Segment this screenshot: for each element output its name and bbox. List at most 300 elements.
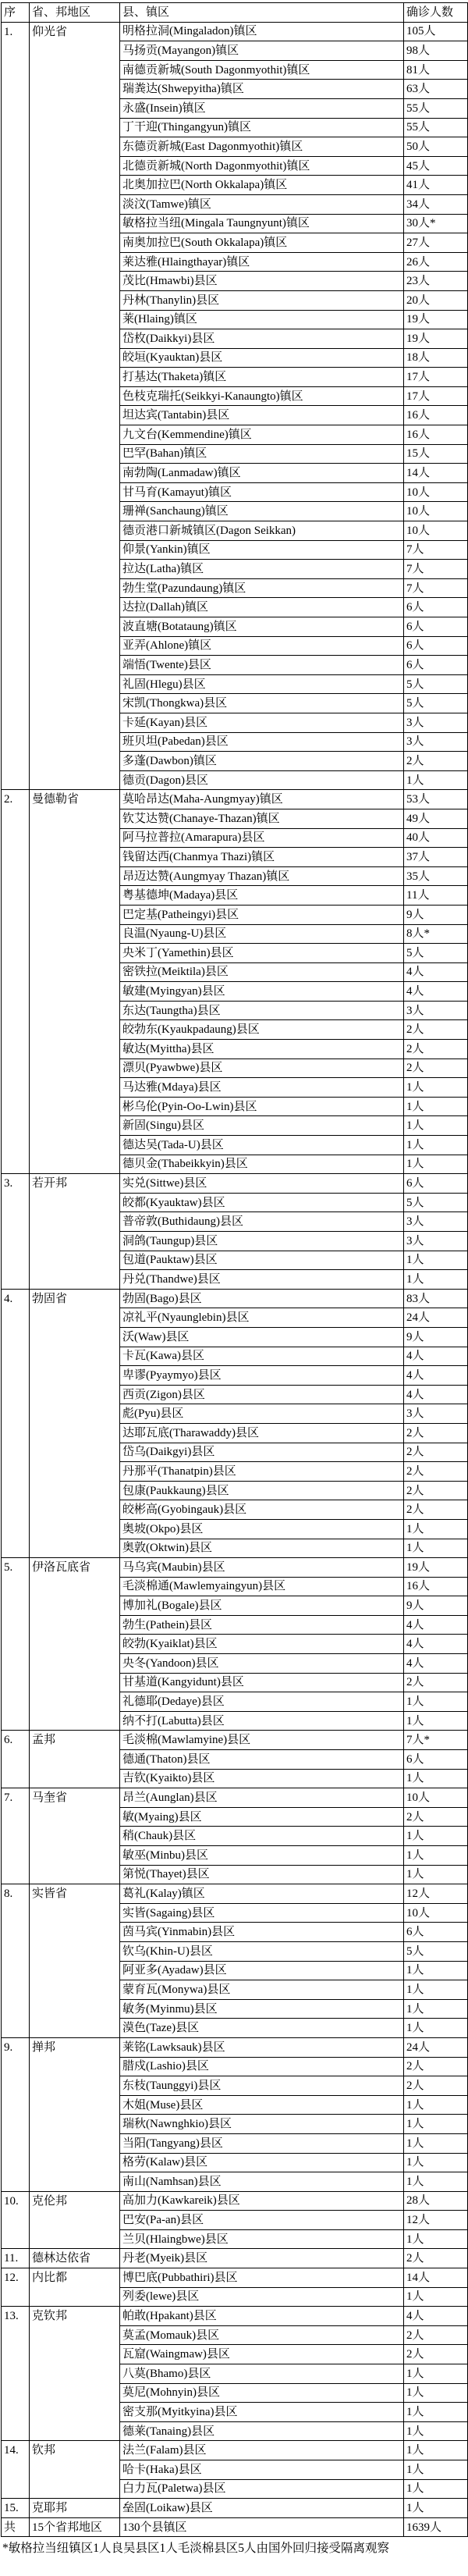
township-cell: 丹那平(Thanatpin)县区 [120, 1462, 404, 1482]
cases-cell: 4人 [404, 2307, 468, 2326]
cases-cell: 4人 [404, 1635, 468, 1654]
township-cell: 央米丁(Yamethin)县区 [120, 944, 404, 963]
township-cell: 毛淡棉(Mawlamyine)县区 [120, 1731, 404, 1750]
cases-cell: 81人 [404, 60, 468, 80]
township-cell: 包康(Paukkaung)县区 [120, 1481, 404, 1500]
township-cell: 南勃陶(Lanmadaw)镇区 [120, 464, 404, 483]
cases-cell: 1人 [404, 1136, 468, 1155]
cases-cell: 7人* [404, 1731, 468, 1750]
township-cell: 高加力(Kawkareik)县区 [120, 2191, 404, 2211]
township-cell: 八莫(Bhamo)县区 [120, 2364, 404, 2384]
cases-cell: 4人 [404, 1366, 468, 1386]
township-cell: 东枝(Taunggyi)县区 [120, 2076, 404, 2096]
cases-cell: 1人 [404, 1980, 468, 2000]
township-cell: 礼固(Hlegu)县区 [120, 674, 404, 694]
township-cell: 莫孟(Momauk)县区 [120, 2325, 404, 2345]
township-cell: 淡汶(Tamwe)镇区 [120, 194, 404, 214]
township-cell: 端悟(Twente)县区 [120, 656, 404, 675]
cases-cell: 19人 [404, 1558, 468, 1578]
cases-cell: 1人 [404, 2460, 468, 2480]
township-cell: 瓦窟(Waingmaw)县区 [120, 2345, 404, 2364]
cases-cell: 1人 [404, 2403, 468, 2422]
region-cell: 德林达依省 [30, 2249, 120, 2268]
cases-cell: 1人 [404, 2172, 468, 2192]
township-cell: 珊禅(Sanchaung)镇区 [120, 502, 404, 521]
township-cell: 茂比(Hmawbi)县区 [120, 272, 404, 291]
seq-cell: 6. [2, 1731, 30, 1788]
cases-cell: 1人 [404, 1539, 468, 1558]
cases-cell: 6人 [404, 1750, 468, 1770]
header-row [2, 3, 468, 23]
region-cell: 若开邦 [30, 1174, 120, 1290]
township-cell: 实皆(Sagaing)县区 [120, 1903, 404, 1923]
cases-cell: 5人 [404, 694, 468, 713]
township-cell: 莱达雅(Hlaingthayar)镇区 [120, 252, 404, 272]
township-cell: 多蓬(Dawbon)镇区 [120, 752, 404, 771]
cases-cell: 2人 [404, 2249, 468, 2268]
cases-cell: 11人 [404, 886, 468, 906]
township-cell: 莫哈昂达(Maha-Aungmyay)镇区 [120, 790, 404, 809]
cases-cell: 9人 [404, 905, 468, 924]
township-cell: 兰贝(Hlaingbwe)县区 [120, 2229, 404, 2249]
township-cell: 莫尼(Mohnyin)县区 [120, 2383, 404, 2403]
region-cell: 曼德勒省 [30, 790, 120, 1174]
township-cell: 彪(Pyu)县区 [120, 1404, 404, 1424]
table-row [2, 1289, 468, 1308]
township-cell: 西贡(Zigon)县区 [120, 1385, 404, 1404]
seq-cell: 10. [2, 2191, 30, 2249]
township-cell: 葛礼(Kalay)镇区 [120, 1884, 404, 1904]
total-townships: 130个县镇区 [120, 2517, 404, 2537]
region-cell: 孟邦 [30, 1731, 120, 1788]
township-cell: 东达(Taungtha)县区 [120, 1001, 404, 1020]
total-label: 共 [2, 2517, 30, 2537]
township-cell: 奥坡(Okpo)县区 [120, 1519, 404, 1539]
region-cell: 钦邦 [30, 2441, 120, 2499]
cases-cell: 6人 [404, 656, 468, 675]
cases-cell: 50人 [404, 137, 468, 157]
township-cell: 纳不打(Labutta)县区 [120, 1711, 404, 1731]
cases-cell: 7人 [404, 540, 468, 560]
township-cell: 稍(Chauk)县区 [120, 1827, 404, 1846]
cases-cell: 2人 [404, 1443, 468, 1462]
cases-cell: 2人 [404, 2325, 468, 2345]
township-cell: 南山(Namhsan)县区 [120, 2172, 404, 2192]
township-cell: 白力瓦(Paletwa)县区 [120, 2479, 404, 2499]
cases-cell: 28人 [404, 2191, 468, 2211]
township-cell: 博加礼(Bogale)县区 [120, 1596, 404, 1616]
cases-cell: 1人 [404, 2095, 468, 2115]
cases-cell: 17人 [404, 368, 468, 387]
cases-cell: 1人 [404, 2115, 468, 2134]
cases-cell: 1人 [404, 1692, 468, 1712]
cases-cell: 63人 [404, 80, 468, 99]
table-row [2, 1731, 468, 1750]
township-cell: 茵马宾(Yinmabin)县区 [120, 1923, 404, 1942]
table-row [2, 22, 468, 41]
cases-cell: 1人 [404, 770, 468, 790]
township-cell: 敏巫(Minbu)县区 [120, 1846, 404, 1866]
cases-cell: 40人 [404, 828, 468, 848]
cases-cell: 10人 [404, 1903, 468, 1923]
township-cell: 阿马拉普拉(Amarapura)县区 [120, 828, 404, 848]
township-cell: 岱枚(Daikkyi)县区 [120, 329, 404, 349]
township-cell: 德通(Thaton)县区 [120, 1750, 404, 1770]
cases-cell: 41人 [404, 176, 468, 195]
township-cell: 达拉(Dallah)镇区 [120, 598, 404, 617]
cases-cell: 1人 [404, 2441, 468, 2460]
cases-cell: 1人 [404, 2287, 468, 2307]
township-cell: 九文台(Kemmendine)镇区 [120, 425, 404, 445]
township-cell: 马扬贡(Mayangon)镇区 [120, 41, 404, 61]
township-cell: 皎彬高(Gyobingauk)县区 [120, 1500, 404, 1520]
township-cell: 瑞粪达(Shwepyitha)镇区 [120, 80, 404, 99]
cases-cell: 10人 [404, 482, 468, 502]
cases-cell: 19人 [404, 329, 468, 349]
cases-cell: 3人 [404, 1232, 468, 1251]
cases-cell: 2人 [404, 1059, 468, 1078]
cases-cell: 1人 [404, 2383, 468, 2403]
table-body [2, 22, 468, 2517]
township-cell: 班贝坦(Pabedan)县区 [120, 732, 404, 752]
cases-cell: 6人 [404, 1174, 468, 1194]
cases-cell: 2人 [404, 1481, 468, 1500]
cases-cell: 19人 [404, 310, 468, 329]
seq-cell: 4. [2, 1289, 30, 1557]
seq-cell: 13. [2, 2307, 30, 2441]
header-seq: 序 [2, 3, 30, 23]
cases-cell: 1人 [404, 1865, 468, 1884]
table-row [2, 1174, 468, 1194]
region-cell: 掸邦 [30, 2037, 120, 2191]
table-row [2, 2249, 468, 2268]
township-cell: 北德贡新城(North Dagonmyothit)镇区 [120, 156, 404, 176]
region-cell: 实皆省 [30, 1884, 120, 2038]
cases-cell: 6人 [404, 1923, 468, 1942]
cases-cell: 1人 [404, 1116, 468, 1136]
township-cell: 昂迈达赞(Aungmyay Thazan)镇区 [120, 866, 404, 886]
township-cell: 丁干迎(Thingangyun)镇区 [120, 118, 404, 137]
seq-cell: 7. [2, 1788, 30, 1884]
township-cell: 甘基道(Kangyidunt)县区 [120, 1673, 404, 1692]
cases-cell: 4人 [404, 1385, 468, 1404]
township-cell: 德达吴(Tada-U)县区 [120, 1136, 404, 1155]
header-region: 省、邦地区 [30, 3, 120, 23]
cases-cell: 1人 [404, 1155, 468, 1174]
cases-cell: 4人 [404, 1654, 468, 1674]
township-cell: 第悦(Thayet)县区 [120, 1865, 404, 1884]
township-cell: 央冬(Yandoon)县区 [120, 1654, 404, 1674]
cases-cell: 15人 [404, 444, 468, 464]
township-cell: 钱留达西(Chanmya Thazi)镇区 [120, 848, 404, 867]
township-cell: 德贝金(Thabeikkyin)县区 [120, 1155, 404, 1174]
cases-cell: 3人 [404, 732, 468, 752]
table-row [2, 2307, 468, 2326]
township-cell: 良温(Nyaung-U)县区 [120, 924, 404, 944]
cases-cell: 24人 [404, 1308, 468, 1328]
township-cell: 洞鸽(Taungup)县区 [120, 1232, 404, 1251]
cases-cell: 24人 [404, 2037, 468, 2057]
township-cell: 粤基德坤(Madaya)县区 [120, 886, 404, 906]
township-cell: 南德贡新城(South Dagonmyothit)镇区 [120, 60, 404, 80]
seq-cell: 5. [2, 1558, 30, 1731]
cases-cell: 1人 [404, 1270, 468, 1290]
table-row [2, 2441, 468, 2460]
township-cell: 宋凯(Thongkwa)县区 [120, 694, 404, 713]
cases-cell: 2人 [404, 1020, 468, 1040]
seq-cell: 11. [2, 2249, 30, 2268]
township-cell: 德贡港口新城镇区(Dagon Seikkan) [120, 521, 404, 541]
township-cell: 蒙育瓦(Monywa)县区 [120, 1980, 404, 2000]
cases-cell: 10人 [404, 1788, 468, 1808]
region-cell: 仰光省 [30, 22, 120, 790]
cases-cell: 1人 [404, 1711, 468, 1731]
township-cell: 阿亚多(Ayadaw)县区 [120, 1961, 404, 1980]
cases-cell: 8人* [404, 924, 468, 944]
cases-cell: 27人 [404, 233, 468, 253]
region-cell: 马奎省 [30, 1788, 120, 1884]
region-cell: 内比都 [30, 2268, 120, 2307]
cases-cell: 5人 [404, 674, 468, 694]
cases-cell: 1人 [404, 2499, 468, 2518]
cases-cell: 55人 [404, 98, 468, 118]
cases-cell: 1人 [404, 2479, 468, 2499]
cases-cell: 2人 [404, 1423, 468, 1443]
cases-cell: 1人 [404, 1097, 468, 1116]
township-cell: 昂兰(Aunglan)县区 [120, 1788, 404, 1808]
cases-cell: 4人 [404, 982, 468, 1002]
township-cell: 沃(Waw)县区 [120, 1327, 404, 1347]
township-cell: 密铁拉(Meiktila)县区 [120, 962, 404, 982]
township-cell: 丹兑(Thandwe)县区 [120, 1270, 404, 1290]
township-cell: 帕敢(Hpakant)县区 [120, 2307, 404, 2326]
cases-cell: 98人 [404, 41, 468, 61]
cases-cell: 5人 [404, 1941, 468, 1961]
cases-cell: 6人 [404, 636, 468, 656]
township-cell: 哈卡(Haka)县区 [120, 2460, 404, 2480]
cases-cell: 3人 [404, 1404, 468, 1424]
township-cell: 漂贝(Pyawbwe)县区 [120, 1059, 404, 1078]
cases-cell: 35人 [404, 866, 468, 886]
cases-cell: 2人 [404, 2076, 468, 2096]
township-cell: 达耶瓦底(Tharawaddy)县区 [120, 1423, 404, 1443]
cases-cell: 1人 [404, 1961, 468, 1980]
township-cell: 德贡(Dagon)县区 [120, 770, 404, 790]
township-cell: 明格拉洞(Mingaladon)镇区 [120, 22, 404, 41]
cases-cell: 16人 [404, 1577, 468, 1596]
region-cell: 伊洛瓦底省 [30, 1558, 120, 1731]
seq-cell: 8. [2, 1884, 30, 2038]
cases-cell: 2人 [404, 1040, 468, 1059]
table-row [2, 2037, 468, 2057]
cases-cell: 3人 [404, 713, 468, 732]
cases-cell: 2人 [404, 2345, 468, 2364]
cases-cell: 49人 [404, 809, 468, 828]
cases-cell: 6人 [404, 598, 468, 617]
cases-cell: 1人 [404, 1769, 468, 1788]
cases-cell: 7人 [404, 578, 468, 598]
cases-cell: 1人 [404, 2421, 468, 2441]
township-cell: 敏格拉当纽(Mingala Taungnyunt)镇区 [120, 214, 404, 233]
township-cell: 南奥加拉巴(South Okkalapa)镇区 [120, 233, 404, 253]
table-row [2, 790, 468, 809]
cases-cell: 20人 [404, 290, 468, 310]
township-cell: 密支那(Myitkyina)县区 [120, 2403, 404, 2422]
township-cell: 马乌宾(Maubin)县区 [120, 1558, 404, 1578]
township-cell: 当阳(Tangyang)县区 [120, 2133, 404, 2153]
cases-cell: 1人 [404, 1999, 468, 2019]
township-cell: 礼德耶(Dedaye)县区 [120, 1692, 404, 1712]
confirmed-cases-table [1, 2, 468, 2537]
township-cell: 普帝敦(Buthidaung)县区 [120, 1212, 404, 1232]
cases-cell: 4人 [404, 962, 468, 982]
cases-cell: 9人 [404, 1596, 468, 1616]
township-cell: 勃固(Bago)县区 [120, 1289, 404, 1308]
township-cell: 莱铭(Lawksauk)县区 [120, 2037, 404, 2057]
seq-cell: 12. [2, 2268, 30, 2307]
seq-cell: 2. [2, 790, 30, 1174]
township-cell: 毛淡棉通(Mawlemyaingyun)县区 [120, 1577, 404, 1596]
cases-cell: 1人 [404, 1827, 468, 1846]
cases-cell: 12人 [404, 2211, 468, 2230]
township-cell: 列委(lewe)县区 [120, 2287, 404, 2307]
township-cell: 仰景(Yankin)镇区 [120, 540, 404, 560]
cases-cell: 83人 [404, 1289, 468, 1308]
table-row [2, 1884, 468, 1904]
township-cell: 钦乌(Khin-U)县区 [120, 1941, 404, 1961]
total-row [2, 2517, 468, 2537]
township-cell: 敏建(Myingyan)县区 [120, 982, 404, 1002]
cases-cell: 2人 [404, 1807, 468, 1827]
table-row [2, 2268, 468, 2288]
header-township: 县、镇区 [120, 3, 404, 23]
region-cell: 勃固省 [30, 1289, 120, 1557]
township-cell: 敏务(Myinmu)县区 [120, 1999, 404, 2019]
township-cell: 瑞秋(Nawnghkio)县区 [120, 2115, 404, 2134]
township-cell: 卑谬(Pyaymyo)县区 [120, 1366, 404, 1386]
township-cell: 卡瓦(Kawa)县区 [120, 1347, 404, 1366]
header-cases: 确诊人数 [404, 3, 468, 23]
total-regions: 15个省邦地区 [30, 2517, 120, 2537]
township-cell: 凉礼平(Nyaunglebin)县区 [120, 1308, 404, 1328]
cases-cell: 14人 [404, 2268, 468, 2288]
cases-cell: 26人 [404, 252, 468, 272]
township-cell: 马达雅(Mdaya)县区 [120, 1078, 404, 1098]
cases-cell: 2人 [404, 1500, 468, 1520]
township-cell: 坦达宾(Tantabin)县区 [120, 406, 404, 425]
township-cell: 实兑(Sittwe)县区 [120, 1174, 404, 1194]
cases-cell: 105人 [404, 22, 468, 41]
township-cell: 波直塘(Botataung)镇区 [120, 617, 404, 637]
township-cell: 钦艾达赞(Chanaye-Thazan)镇区 [120, 809, 404, 828]
township-cell: 甘马育(Kamayut)镇区 [120, 482, 404, 502]
township-cell: 彬乌伦(Pyin-Oo-Lwin)县区 [120, 1097, 404, 1116]
township-cell: 勃生(Pathein)县区 [120, 1615, 404, 1635]
township-cell: 皎勃(Kyaiklat)县区 [120, 1635, 404, 1654]
township-cell: 德莱(Tanaing)县区 [120, 2421, 404, 2441]
cases-cell: 18人 [404, 348, 468, 368]
township-cell: 勃生堂(Pazundaung)镇区 [120, 578, 404, 598]
cases-cell: 6人 [404, 617, 468, 637]
township-cell: 皎垣(Kyauktan)县区 [120, 348, 404, 368]
township-cell: 色枝克瑞托(Seikkyi-Kanaungto)镇区 [120, 386, 404, 406]
total-cases: 1639人 [404, 2517, 468, 2537]
township-cell: 奥敦(Oktwin)县区 [120, 1539, 404, 1558]
cases-cell: 4人 [404, 1615, 468, 1635]
cases-cell: 1人 [404, 1251, 468, 1270]
cases-cell: 16人 [404, 406, 468, 425]
cases-cell: 37人 [404, 848, 468, 867]
township-cell: 法兰(Falam)县区 [120, 2441, 404, 2460]
table-row [2, 2191, 468, 2211]
region-cell: 克钦邦 [30, 2307, 120, 2441]
cases-cell: 1人 [404, 1078, 468, 1098]
region-cell: 克伦邦 [30, 2191, 120, 2249]
cases-cell: 1人 [404, 1519, 468, 1539]
footnote: *敏格拉当纽镇区1人良吴县区1人毛淡棉县区5人由国外回归接受隔离观察 [2, 2542, 390, 2556]
township-cell: 新固(Singu)县区 [120, 1116, 404, 1136]
township-cell: 莱(Hlaing)镇区 [120, 310, 404, 329]
cases-cell: 16人 [404, 425, 468, 445]
cases-cell: 1人 [404, 2153, 468, 2172]
cases-cell: 2人 [404, 752, 468, 771]
township-cell: 巴安(Pa-an)县区 [120, 2211, 404, 2230]
cases-cell: 45人 [404, 156, 468, 176]
seq-cell: 3. [2, 1174, 30, 1290]
township-cell: 巴罕(Bahan)镇区 [120, 444, 404, 464]
cases-cell: 17人 [404, 386, 468, 406]
township-cell: 垒固(Loikaw)县区 [120, 2499, 404, 2518]
township-cell: 卡延(Kayan)县区 [120, 713, 404, 732]
township-cell: 拉达(Latha)镇区 [120, 560, 404, 579]
township-cell: 漠色(Taze)县区 [120, 2019, 404, 2038]
table-row [2, 1558, 468, 1578]
cases-cell: 3人 [404, 1212, 468, 1232]
cases-cell: 2人 [404, 1462, 468, 1482]
cases-cell: 7人 [404, 560, 468, 579]
cases-cell: 4人 [404, 1347, 468, 1366]
cases-cell: 23人 [404, 272, 468, 291]
township-cell: 皎勃东(Kyaukpadaung)县区 [120, 1020, 404, 1040]
cases-cell: 2人 [404, 1673, 468, 1692]
cases-cell: 14人 [404, 464, 468, 483]
township-cell: 敏(Myaing)县区 [120, 1807, 404, 1827]
cases-cell: 1人 [404, 1846, 468, 1866]
township-cell: 博巴底(Pubbathiri)县区 [120, 2268, 404, 2288]
cases-cell: 12人 [404, 1884, 468, 1904]
township-cell: 包道(Pauktaw)县区 [120, 1251, 404, 1270]
township-cell: 打基达(Thaketa)镇区 [120, 368, 404, 387]
cases-cell: 10人 [404, 502, 468, 521]
township-cell: 木姐(Muse)县区 [120, 2095, 404, 2115]
seq-cell: 9. [2, 2037, 30, 2191]
cases-cell: 9人 [404, 1327, 468, 1347]
cases-cell: 10人 [404, 521, 468, 541]
township-cell: 皎都(Kyauktaw)县区 [120, 1193, 404, 1212]
cases-cell: 2人 [404, 2057, 468, 2076]
cases-cell: 34人 [404, 194, 468, 214]
township-cell: 东德贡新城(East Dagonmyothit)镇区 [120, 137, 404, 157]
cases-cell: 5人 [404, 1193, 468, 1212]
cases-cell: 55人 [404, 118, 468, 137]
township-cell: 丹老(Myeik)县区 [120, 2249, 404, 2268]
township-cell: 敏达(Myittha)县区 [120, 1040, 404, 1059]
township-cell: 吉钦(Kyaikto)县区 [120, 1769, 404, 1788]
township-cell: 北奥加拉巴(North Okkalapa)镇区 [120, 176, 404, 195]
seq-cell: 14. [2, 2441, 30, 2499]
cases-cell: 1人 [404, 2133, 468, 2153]
township-cell: 腊戍(Lashio)县区 [120, 2057, 404, 2076]
